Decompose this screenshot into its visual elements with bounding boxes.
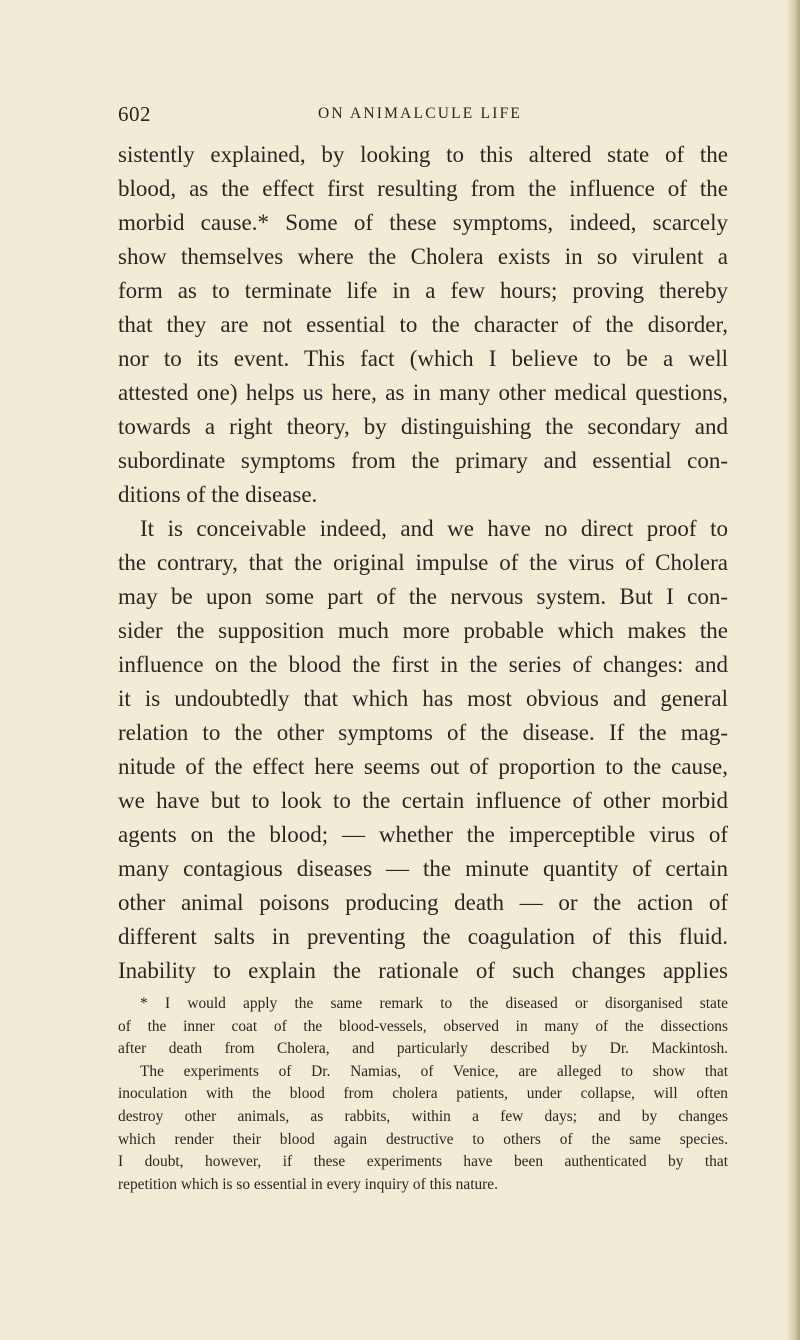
footnote-line: which render their blood again destructive to others of the same species. [118,1130,728,1148]
footnote-line: * I would apply the same remark to the diseased or disorganised state [140,995,728,1012]
footnote-line: The experiments of Dr. Namias, of Venice, are alleged to show that [140,1062,728,1080]
body-line: may be upon some part of the nervous system. But I con- [118,584,728,609]
body-line: we have but to look to the certain influence of other morbid [118,788,728,813]
body-line: It is conceivable indeed, and we have no direct proof to [140,516,728,541]
body-line: different salts in preventing the coagulation of this fluid. [118,924,728,949]
body-line: relation to the other symptoms of the disease. If the mag- [118,720,728,745]
body-line: influence on the blood the first in the series of changes: and [118,652,728,677]
running-head: ON ANIMALCULE LIFE [318,105,523,122]
body-line: blood, as the effect first resulting from the influence of the [118,176,728,201]
footnote-line: I doubt, however, if these experiments have been authenticated by that [118,1153,728,1171]
footnote-line: destroy other animals, as rabbits, within a few days; and by changes [118,1107,728,1125]
page-header [118,102,718,132]
body-line: subordinate symptoms from the primary and essential con- [118,448,728,473]
footnote-line: of the inner coat of the blood-vessels, observed in many of the dissections [118,1017,728,1035]
body-line: other animal poisons producing death — or the action of [118,890,728,915]
body-line: agents on the blood; — whether the imperceptible virus of [118,822,728,847]
body-line: the contrary, that the original impulse of the virus of Cholera [118,550,728,575]
footnote-line: repetition which is so essential in every inquiry of this nature. [118,1175,498,1193]
footnote-line: after death from Cholera, and particularly described by Dr. Mackintosh. [118,1040,728,1058]
page-number: 602 [118,102,151,126]
footnote-line: inoculation with the blood from cholera patients, under collapse, will often [118,1085,728,1103]
body-line: ditions of the disease. [118,482,318,507]
body-line: attested one) helps us here, as in many other medical questions, [118,380,728,405]
body-line: nor to its event. This fact (which I believe to be a well [118,346,728,371]
body-text [118,138,728,988]
footnote [118,993,728,1196]
body-line: it is undoubtedly that which has most obvious and general [118,686,728,711]
body-line: towards a right theory, by distinguishing the secondary and [118,414,728,439]
body-line: morbid cause.* Some of these symptoms, indeed, scarcely [118,210,728,235]
page-edge-shadow [786,0,800,1340]
body-line: Inability to explain the rationale of such changes applies [118,958,728,983]
body-line: show themselves where the Cholera exists in so virulent a [118,244,728,269]
body-line: form as to terminate life in a few hours; proving thereby [118,278,728,303]
body-line: sider the supposition much more probable which makes the [118,618,728,643]
body-line: that they are not essential to the character of the disorder, [118,312,728,337]
body-line: nitude of the effect here seems out of proportion to the cause, [118,754,728,779]
body-line: many contagious diseases — the minute quantity of certain [118,856,728,881]
body-line: sistently explained, by looking to this altered state of the [118,142,728,167]
